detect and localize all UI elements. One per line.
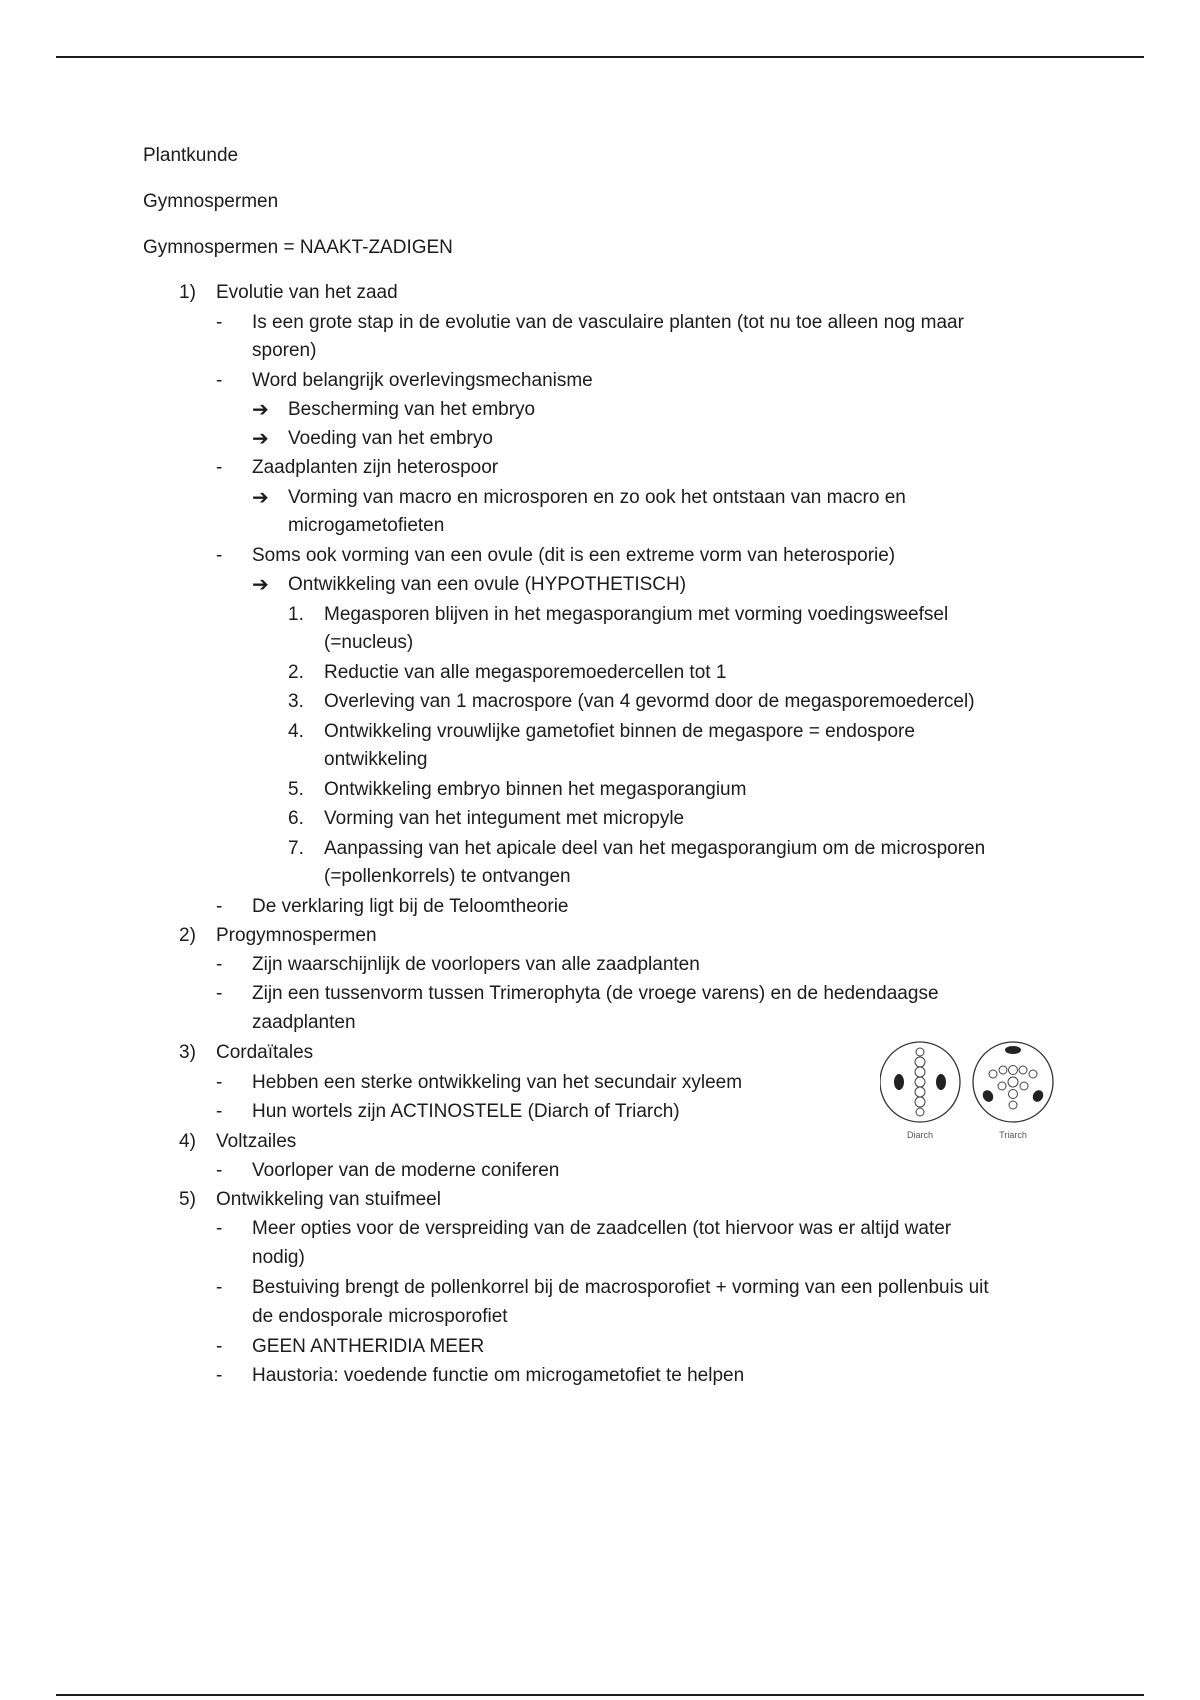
list-item: Bestuiving brengt de pollenkorrel bij de macrosporofiet + vorming van een pollenbuis uit (252, 1277, 989, 1298)
step-number: 7. (288, 838, 304, 859)
list-item: Zaadplanten zijn heterospoor (252, 457, 499, 478)
step-item: Reductie van alle megasporemoedercellen tot 1 (324, 662, 727, 683)
list-number: 2) (179, 925, 196, 946)
list-item-continuation: nodig) (252, 1247, 305, 1268)
section-heading: Voltzailes (216, 1131, 297, 1152)
list-item-continuation: zaadplanten (252, 1012, 356, 1033)
diarch-label: Diarch (906, 1130, 934, 1140)
list-subitem: Bescherming van het embryo (288, 399, 536, 420)
list-item: Hebben een sterke ontwikkeling van het secundair xyleem (252, 1072, 743, 1093)
step-item: Ontwikkeling vrouwlijke gametofiet binnen de megaspore = endospore (324, 721, 915, 742)
step-number: 3. (288, 691, 304, 712)
list-item: Word belangrijk overlevingsmechanisme (252, 370, 593, 391)
bullet-dash: - (216, 1336, 223, 1357)
arrow-icon: ➔ (252, 428, 269, 450)
bullet-dash: - (216, 1218, 223, 1239)
definition-line: Gymnospermen = NAAKT-ZADIGEN (143, 237, 453, 258)
page-title: Plantkunde (143, 145, 239, 166)
arrow-icon: ➔ (252, 487, 269, 509)
list-number: 5) (179, 1189, 196, 1210)
bullet-dash: - (216, 1101, 223, 1122)
step-item-continuation: ontwikkeling (324, 749, 428, 770)
triarch-label: Triarch (999, 1130, 1027, 1140)
bullet-dash: - (216, 1072, 223, 1093)
list-item: Haustoria: voedende functie om microgametofiet te helpen (252, 1365, 745, 1386)
list-number: 4) (179, 1131, 196, 1152)
header-rule (56, 56, 1144, 58)
arrow-icon: ➔ (252, 574, 269, 596)
list-item: Zijn waarschijnlijk de voorlopers van alle zaadplanten (252, 954, 700, 975)
step-number: 5. (288, 779, 304, 800)
step-number: 6. (288, 808, 304, 829)
list-item: Is een grote stap in de evolutie van de vasculaire planten (tot nu toe alleen nog maar (252, 312, 964, 333)
list-number: 1) (179, 282, 196, 303)
list-item: Soms ook vorming van een ovule (dit is een extreme vorm van heterosporie) (252, 545, 896, 566)
list-item-continuation: sporen) (252, 340, 317, 361)
triarch-figure (973, 1042, 1053, 1140)
step-number: 2. (288, 662, 304, 683)
bullet-dash: - (216, 312, 223, 333)
list-number: 3) (179, 1042, 196, 1063)
footer-rule (56, 1694, 1144, 1696)
step-number: 4. (288, 721, 304, 742)
list-item: Meer opties voor de verspreiding van de zaadcellen (tot hiervoor was er altijd water (252, 1218, 952, 1239)
bullet-dash: - (216, 983, 223, 1004)
list-item: Hun wortels zijn ACTINOSTELE (Diarch of Triarch) (252, 1101, 680, 1122)
list-item: Voorloper van de moderne coniferen (252, 1160, 560, 1181)
list-item: Zijn een tussenvorm tussen Trimerophyta (de vroege varens) en de hedendaagse (252, 983, 939, 1004)
section-heading: Ontwikkeling van stuifmeel (216, 1189, 441, 1210)
bullet-dash: - (216, 1365, 223, 1386)
bullet-dash: - (216, 370, 223, 391)
step-item: Ontwikkeling embryo binnen het megasporangium (324, 779, 747, 800)
list-item: GEEN ANTHERIDIA MEER (252, 1336, 485, 1357)
list-subitem: Vorming van macro en microsporen en zo ook het ontstaan van macro en (288, 487, 906, 508)
step-item: Megasporen blijven in het megasporangium met vorming voedingsweefsel (324, 604, 949, 625)
step-item: Overleving van 1 macrospore (van 4 gevormd door de megasporemoedercel) (324, 691, 975, 712)
bullet-dash: - (216, 545, 223, 566)
bullet-dash: - (216, 896, 223, 917)
step-item: Vorming van het integument met micropyle (324, 808, 685, 829)
bullet-dash: - (216, 457, 223, 478)
step-number: 1. (288, 604, 304, 625)
section-subtitle: Gymnospermen (143, 191, 279, 212)
actinostele-diagram (880, 1038, 1060, 1142)
bullet-dash: - (216, 1160, 223, 1181)
arrow-icon: ➔ (252, 399, 269, 421)
section-heading: Evolutie van het zaad (216, 282, 398, 303)
diarch-figure (880, 1042, 960, 1140)
bullet-dash: - (216, 1277, 223, 1298)
bullet-dash: - (216, 954, 223, 975)
step-item-continuation: (=pollenkorrels) te ontvangen (324, 866, 571, 887)
list-item-continuation: de endosporale microsporofiet (252, 1306, 508, 1327)
section-heading: Cordaïtales (216, 1042, 314, 1063)
list-item: De verklaring ligt bij de Teloomtheorie (252, 896, 569, 917)
list-subitem: Voeding van het embryo (288, 428, 493, 449)
list-subitem-continuation: microgametofieten (288, 515, 445, 536)
step-item: Aanpassing van het apicale deel van het megasporangium om de microsporen (324, 838, 986, 859)
section-heading: Progymnospermen (216, 925, 377, 946)
list-subitem: Ontwikkeling van een ovule (HYPOTHETISCH) (288, 574, 687, 595)
step-item-continuation: (=nucleus) (324, 632, 414, 653)
